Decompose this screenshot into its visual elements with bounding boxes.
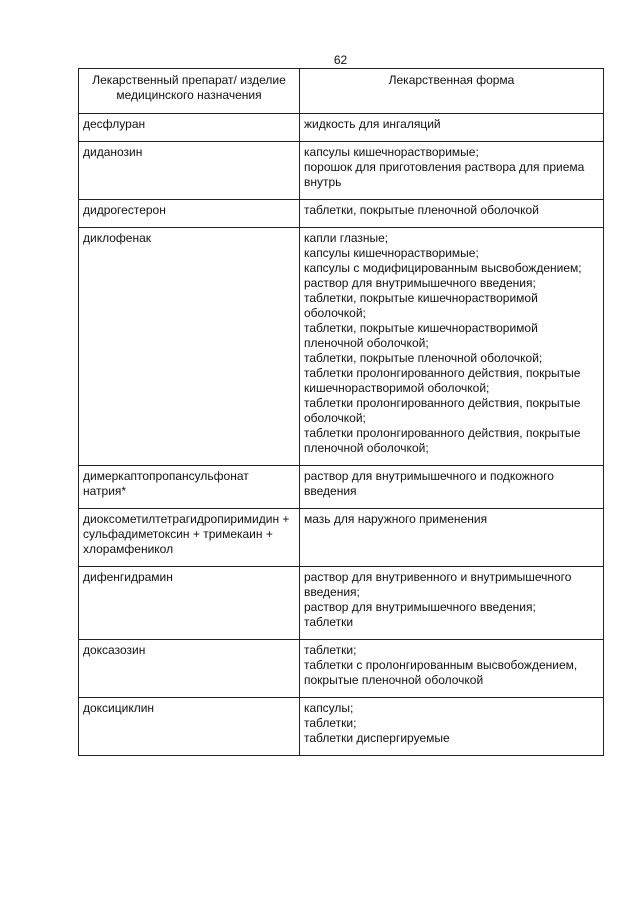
dosage-form-item: жидкость для ингаляций xyxy=(304,117,441,131)
dosage-form-item: таблетки, покрытые кишечнорастворимой оболочкой; xyxy=(304,291,538,320)
dosage-form-item: раствор для внутримышечного и подкожного введения xyxy=(304,469,554,498)
column-header-form: Лекарственная форма xyxy=(300,69,604,114)
dosage-form-item: таблетки; xyxy=(304,716,357,730)
dosage-form-item: капсулы с модифицированным высвобождением; xyxy=(304,261,582,275)
table-row xyxy=(79,466,604,509)
dosage-form-cell xyxy=(300,567,604,640)
table-row xyxy=(79,640,604,698)
dosage-form-item: раствор для внутривенного и внутримышечного введения; xyxy=(304,570,572,599)
table-row xyxy=(79,698,604,756)
table-row xyxy=(79,509,604,567)
table-row xyxy=(79,200,604,228)
drug-name-cell: десфлуран xyxy=(79,114,300,142)
dosage-form-cell xyxy=(300,509,604,567)
table-body xyxy=(79,114,604,756)
dosage-form-item: мазь для наружного применения xyxy=(304,512,488,526)
dosage-form-item: капсулы; xyxy=(304,701,354,715)
dosage-form-item: капсулы кишечнорастворимые; xyxy=(304,145,479,159)
table-row xyxy=(79,228,604,466)
dosage-form-item: таблетки, покрытые пленочной оболочкой xyxy=(304,203,539,217)
dosage-form-item: таблетки диспергируемые xyxy=(304,731,450,745)
drug-name-cell: диоксометилтетрагидропиримидин + сульфадиметоксин + тримекаин + хлорамфеникол xyxy=(79,509,300,567)
table-row xyxy=(79,567,604,640)
dosage-form-item: порошок для приготовления раствора для приема внутрь xyxy=(304,160,585,189)
dosage-form-item: таблетки xyxy=(304,615,354,629)
table-row xyxy=(79,114,604,142)
dosage-form-item: капсулы кишечнорастворимые; xyxy=(304,246,479,260)
dosage-form-cell xyxy=(300,200,604,228)
drug-name-cell: дидрогестерон xyxy=(79,200,300,228)
dosage-form-cell xyxy=(300,698,604,756)
drug-name-cell: дифенгидрамин xyxy=(79,567,300,640)
dosage-form-item: таблетки пролонгированного действия, покрытые оболочкой; xyxy=(304,396,581,425)
dosage-form-item: таблетки с пролонгированным высвобождением, покрытые пленочной оболочкой xyxy=(304,658,578,687)
drug-name-cell: димеркаптопропансульфонат натрия* xyxy=(79,466,300,509)
dosage-form-cell xyxy=(300,466,604,509)
dosage-form-item: таблетки; xyxy=(304,643,357,657)
dosage-form-cell xyxy=(300,114,604,142)
dosage-form-item: капли глазные; xyxy=(304,231,389,245)
drug-name-cell: диклофенак xyxy=(79,228,300,466)
drug-name-cell: доксазозин xyxy=(79,640,300,698)
dosage-form-item: таблетки пролонгированного действия, покрытые кишечнорастворимой оболочкой; xyxy=(304,366,581,395)
dosage-form-cell xyxy=(300,640,604,698)
dosage-form-item: раствор для внутримышечного введения; xyxy=(304,600,536,614)
drug-name-cell: доксициклин xyxy=(79,698,300,756)
table-row xyxy=(79,142,604,200)
dosage-form-item: таблетки, покрытые кишечнорастворимой пленочной оболочкой; xyxy=(304,321,538,350)
table-header-row xyxy=(79,69,604,114)
drug-table xyxy=(78,68,604,756)
dosage-form-item: таблетки, покрытые пленочной оболочкой; xyxy=(304,351,543,365)
dosage-form-item: раствор для внутримышечного введения; xyxy=(304,276,536,290)
dosage-form-item: таблетки пролонгированного действия, покрытые пленочной оболочкой; xyxy=(304,426,581,455)
column-header-drug: Лекарственный препарат/ изделие медицинского назначения xyxy=(79,69,300,114)
dosage-form-cell xyxy=(300,228,604,466)
dosage-form-cell xyxy=(300,142,604,200)
drug-name-cell: диданозин xyxy=(79,142,300,200)
page-number: 62 xyxy=(333,53,348,67)
